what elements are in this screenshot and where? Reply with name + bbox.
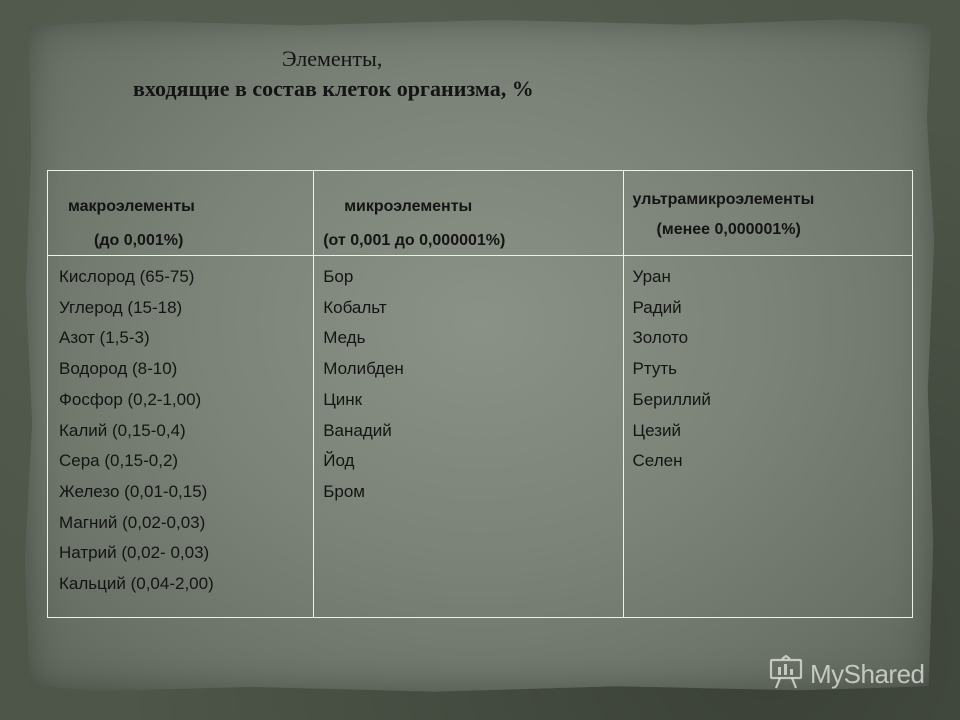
list-item: Железо (0,01-0,15) bbox=[59, 481, 208, 501]
list-item: Калий (0,15-0,4) bbox=[59, 420, 186, 440]
list-item: Фосфор (0,2-1,00) bbox=[59, 389, 202, 409]
list-item: Цинк bbox=[323, 389, 363, 409]
list-item: Бор bbox=[323, 267, 354, 286]
list-item: Медь bbox=[323, 328, 366, 348]
header-micro-name: микроэлементы bbox=[344, 198, 473, 215]
list-item: Селен bbox=[632, 451, 683, 471]
micro-list bbox=[314, 256, 622, 508]
list-item: Натрий (0,02- 0,03) bbox=[59, 543, 210, 563]
watermark-text: MyShared bbox=[810, 659, 925, 689]
header-macro-name: макроэлементы bbox=[68, 198, 195, 215]
body-cell-macro bbox=[48, 256, 314, 618]
header-macro-range: (до 0,001%) bbox=[94, 232, 184, 249]
header-ultra-range: (менее 0,000001%) bbox=[656, 221, 801, 238]
list-item: Кислород (65-75) bbox=[59, 267, 195, 286]
list-item: Водород (8-10) bbox=[59, 359, 178, 379]
list-item: Бериллий bbox=[632, 389, 711, 409]
list-item: Азот (1,5-3) bbox=[59, 328, 150, 348]
title-line-2: входящие в состав клеток организма, % bbox=[133, 76, 534, 101]
header-cell-ultra bbox=[623, 171, 912, 256]
header-cell-micro bbox=[314, 171, 623, 256]
body-cell-ultra bbox=[623, 256, 912, 618]
list-item: Золото bbox=[632, 328, 689, 348]
list-item: Кобальт bbox=[323, 297, 387, 317]
list-item: Йод bbox=[323, 451, 355, 471]
list-item: Цезий bbox=[632, 420, 681, 440]
table-header-row bbox=[48, 171, 913, 256]
list-item: Уран bbox=[632, 267, 671, 286]
watermark bbox=[768, 655, 925, 694]
elements-table bbox=[47, 170, 913, 618]
body-cell-micro bbox=[314, 256, 623, 618]
list-item: Молибден bbox=[323, 359, 404, 379]
ultra-list bbox=[624, 256, 912, 477]
list-item: Ртуть bbox=[632, 359, 677, 379]
header-ultra-name: ультрамикроэлементы bbox=[632, 191, 815, 208]
macro-list bbox=[48, 256, 313, 600]
list-item: Ванадий bbox=[323, 420, 392, 440]
header-micro-range: (от 0,001 до 0,000001%) bbox=[323, 232, 506, 249]
header-cell-macro bbox=[48, 171, 314, 256]
title-line-1: Элементы, bbox=[282, 46, 383, 71]
list-item: Углерод (15-18) bbox=[59, 297, 183, 317]
presentation-board-icon bbox=[768, 655, 804, 694]
table-body-row bbox=[48, 256, 913, 618]
list-item: Бром bbox=[323, 481, 365, 501]
list-item: Магний (0,02-0,03) bbox=[59, 512, 206, 532]
list-item: Сера (0,15-0,2) bbox=[59, 451, 179, 471]
list-item: Кальций (0,04-2,00) bbox=[59, 574, 214, 594]
list-item: Радий bbox=[632, 297, 682, 317]
